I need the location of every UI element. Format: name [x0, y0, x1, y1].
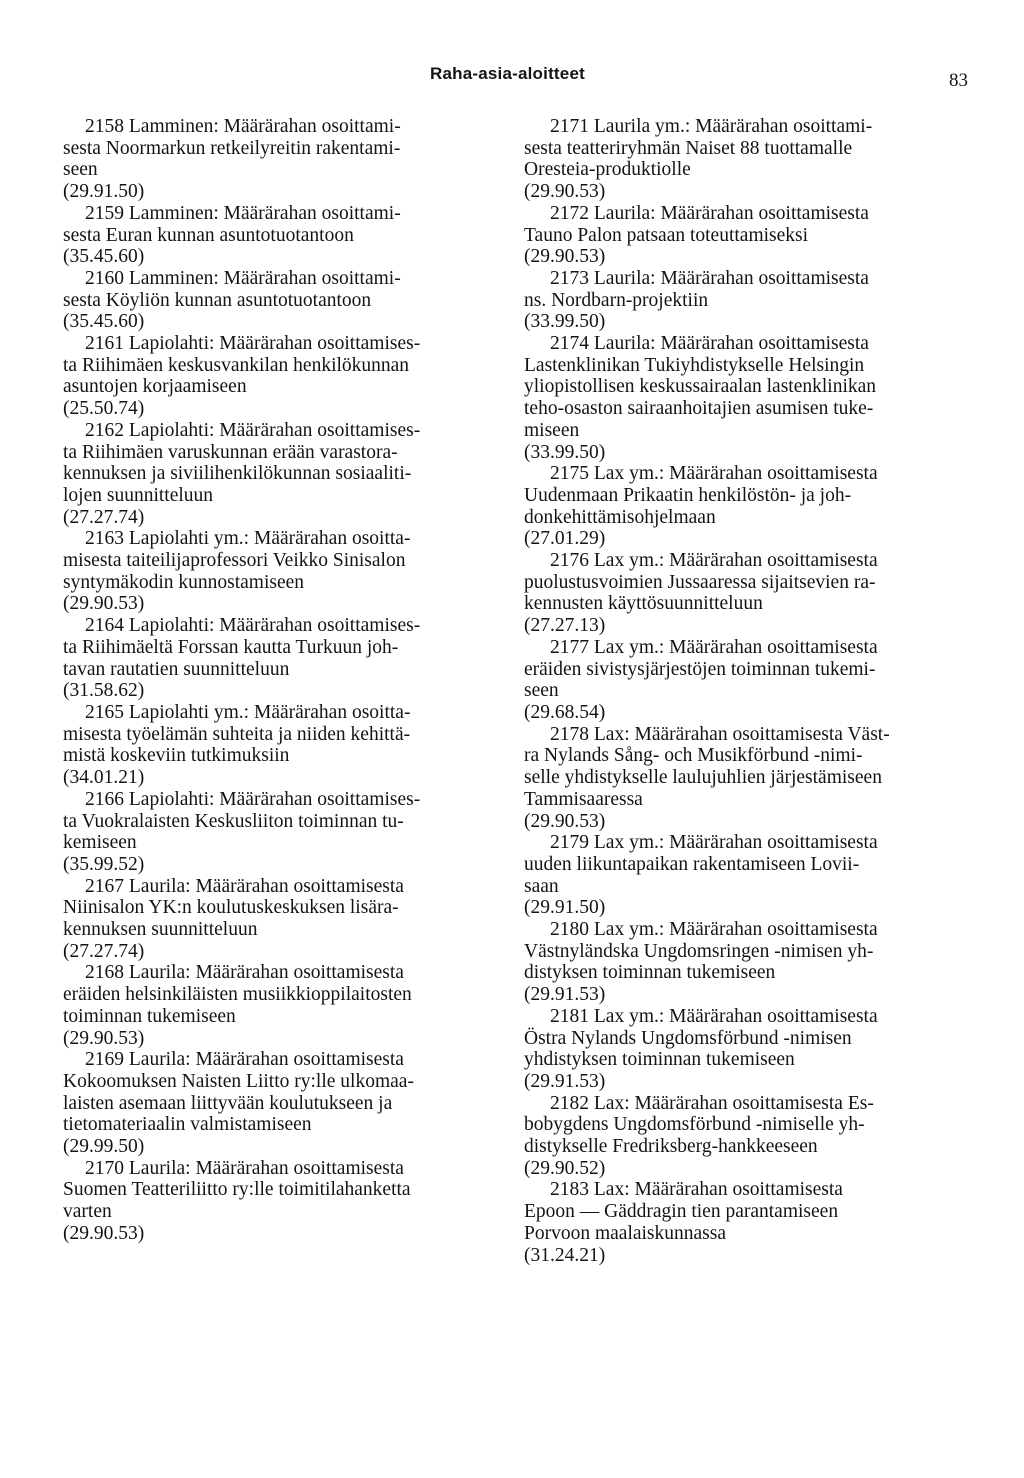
entry-text-line: 2169 Laurila: Määrärahan osoittamisesta [85, 1049, 404, 1071]
entry-text-line: sesta Köyliön kunnan asuntotuotantoon [63, 289, 372, 311]
entry-text-line: lojen suunnitteluun [63, 484, 214, 506]
entry-text-line: 2162 Lapiolahti: Määrärahan osoittamises- [85, 419, 421, 441]
entry-text-line: 2160 Lamminen: Määrärahan osoittami- [85, 267, 401, 289]
entry-text-line: ta Riihimäen varuskunnan erään varastora- [63, 441, 398, 463]
entry-text-line: puolustusvoimien Jussaaressa sijaitsevien ra- [524, 571, 876, 593]
entry-text-line: misesta työelämän suhteita ja niiden kehittä- [63, 723, 411, 745]
motion-entry [63, 962, 500, 1049]
entry-text-line: syntymäkodin kunnostamiseen [63, 571, 305, 593]
entry-text-line: eräiden sivistysjärjestöjen toiminnan tukemi- [524, 658, 876, 680]
entry-text-line: 2181 Lax ym.: Määrärahan osoittamisesta [550, 1005, 878, 1027]
entry-text-line: 2177 Lax ym.: Määrärahan osoittamisesta [550, 636, 878, 658]
entry-text-line: sesta teatteriryhmän Naiset 88 tuottamalle [524, 137, 853, 159]
entry-text-line: 2180 Lax ym.: Määrärahan osoittamisesta [550, 919, 878, 941]
entry-text-line: distykselle Fredriksberg-hankkeeseen [524, 1136, 818, 1158]
entry-text-line: Epoon — Gäddragin tien parantamiseen [524, 1201, 839, 1223]
entry-text-line: saan [524, 875, 559, 897]
entry-reference-code: (29.90.53) [524, 246, 606, 268]
entry-text-line: 2163 Lapiolahti ym.: Määrärahan osoitta- [85, 528, 411, 550]
entry-text-line: toiminnan tukemiseen [63, 1005, 236, 1027]
entry-text-line: Niinisalon YK:n koulutuskeskuksen lisära- [63, 897, 399, 919]
entry-reference-code: (27.27.74) [63, 506, 145, 528]
entry-reference-code: (29.99.50) [63, 1136, 145, 1158]
motion-entry [63, 876, 500, 963]
entry-text-line: 2179 Lax ym.: Määrärahan osoittamisesta [550, 832, 878, 854]
entry-text-line: yhdistyksen toiminnan tukemiseen [524, 1049, 795, 1071]
entry-text-line: 2166 Lapiolahti: Määrärahan osoittamises- [85, 788, 421, 810]
entry-text-line: seen [63, 159, 98, 181]
entry-text-line: kennuksen ja siviilihenkilökunnan sosiaaliti- [63, 463, 412, 485]
entry-reference-code: (35.45.60) [63, 246, 145, 268]
entry-text-line: kennusten käyttösuunnitteluun [524, 593, 763, 615]
entry-text-line: bobygdens Ungdomsförbund -nimiselle yh- [524, 1114, 865, 1136]
motion-entry [524, 724, 961, 833]
entry-reference-code: (29.90.53) [63, 593, 145, 615]
motion-entry [63, 1049, 500, 1158]
entry-text-line: 2182 Lax: Määrärahan osoittamisesta Es- [550, 1092, 874, 1114]
entry-text-line: seen [524, 680, 559, 702]
entry-text-line: Lastenklinikan Tukiyhdistykselle Helsingin [524, 354, 865, 376]
entry-text-line: 2171 Laurila ym.: Määrärahan osoittami- [550, 116, 873, 137]
entry-text-line: 2164 Lapiolahti: Määrärahan osoittamises- [85, 615, 421, 637]
entry-text-line: Uudenmaan Prikaatin henkilöstön- ja joh- [524, 484, 852, 506]
motion-entry [524, 1093, 961, 1180]
motion-entry [524, 919, 961, 1006]
entry-text-line: Oresteia-produktiolle [524, 159, 691, 181]
motion-entry [524, 463, 961, 550]
entry-reference-code: (25.50.74) [63, 398, 145, 420]
entry-reference-code: (29.91.50) [63, 181, 145, 203]
running-head: Raha-asia-aloitteet [430, 64, 585, 83]
motion-entry [524, 1179, 961, 1266]
motion-entry [63, 420, 500, 529]
entry-text-line: yliopistollisen keskussairaalan lastenklinikan [524, 376, 877, 398]
entry-reference-code: (35.45.60) [63, 311, 145, 333]
entry-reference-code: (29.91.53) [524, 984, 606, 1006]
motion-entry [524, 203, 961, 268]
entry-text-line: 2175 Lax ym.: Määrärahan osoittamisesta [550, 463, 878, 485]
entry-reference-code: (29.90.53) [524, 810, 606, 832]
entry-text-line: ta Vuokralaisten Keskusliiton toiminnan tu- [63, 810, 404, 832]
entry-reference-code: (29.90.52) [524, 1157, 606, 1179]
page-number: 83 [949, 70, 968, 91]
entry-text-line: tietomateriaalin valmistamiseen [63, 1114, 312, 1136]
entry-text-line: 2158 Lamminen: Määrärahan osoittami- [85, 116, 401, 137]
entry-reference-code: (34.01.21) [63, 767, 145, 789]
entry-text-line: 2173 Laurila: Määrärahan osoittamisesta [550, 267, 869, 289]
entry-text-line: Östra Nylands Ungdomsförbund -nimisen [524, 1027, 852, 1049]
motion-entry [63, 268, 500, 333]
motion-entry [63, 1158, 500, 1245]
motion-entry [63, 615, 500, 702]
entry-reference-code: (33.99.50) [524, 441, 606, 463]
motion-entry [524, 333, 961, 463]
motion-entry [524, 637, 961, 724]
entry-text-line: 2168 Laurila: Määrärahan osoittamisesta [85, 962, 404, 984]
motion-entry [524, 550, 961, 637]
motion-entry [63, 528, 500, 615]
left-column [63, 116, 500, 1245]
entry-text-line: Kokoomuksen Naisten Liitto ry:lle ulkomaa- [63, 1070, 414, 1092]
entry-reference-code: (33.99.50) [524, 311, 606, 333]
motion-entry [63, 116, 500, 203]
entry-text-line: 2176 Lax ym.: Määrärahan osoittamisesta [550, 550, 878, 572]
entry-text-line: 2165 Lapiolahti ym.: Määrärahan osoitta- [85, 701, 411, 723]
entry-text-line: ns. Nordbarn-projektiin [524, 289, 709, 311]
entry-reference-code: (29.90.53) [524, 181, 606, 203]
entry-text-line: sesta Noormarkun retkeilyreitin rakentami- [63, 137, 401, 159]
entry-text-line: 2161 Lapiolahti: Määrärahan osoittamises- [85, 333, 421, 355]
entry-text-line: ra Nylands Sång- och Musikförbund -nimi- [524, 745, 863, 767]
motion-entry [524, 832, 961, 919]
entry-text-line: distyksen toiminnan tukemiseen [524, 962, 776, 984]
entry-text-line: varten [63, 1201, 112, 1223]
entry-text-line: kemiseen [63, 832, 137, 854]
entry-text-line: 2178 Lax: Määrärahan osoittamisesta Väst- [550, 723, 890, 745]
entry-text-line: selle yhdistykselle laulujuhlien järjestämiseen [524, 767, 882, 789]
entry-text-line: ta Riihimäeltä Forssan kautta Turkuun joh- [63, 636, 399, 658]
motion-entry [63, 702, 500, 789]
entry-reference-code: (29.90.53) [63, 1027, 145, 1049]
entry-reference-code: (29.68.54) [524, 701, 606, 723]
entry-text-line: Tauno Palon patsaan toteuttamiseksi [524, 224, 809, 246]
entry-text-line: asuntojen korjaamiseen [63, 376, 247, 398]
entry-reference-code: (27.27.74) [63, 940, 145, 962]
right-column [524, 116, 961, 1266]
entry-text-line: uuden liikuntapaikan rakentamiseen Lovii- [524, 853, 860, 875]
entry-reference-code: (29.91.53) [524, 1070, 606, 1092]
motion-entry [63, 333, 500, 420]
entry-text-line: Tammisaaressa [524, 788, 643, 810]
entry-text-line: sesta Euran kunnan asuntotuotantoon [63, 224, 354, 246]
entry-text-line: 2159 Lamminen: Määrärahan osoittami- [85, 202, 401, 224]
entry-text-line: tavan rautatien suunnitteluun [63, 658, 290, 680]
motion-entry [63, 203, 500, 268]
entry-reference-code: (29.91.50) [524, 897, 606, 919]
entry-text-line: misesta taiteilijaprofessori Veikko Sinisalon [63, 550, 406, 572]
motion-entry [63, 789, 500, 876]
entry-reference-code: (29.90.53) [63, 1222, 145, 1244]
motion-entry [524, 268, 961, 333]
motion-entry [524, 1006, 961, 1093]
entry-text-line: eräiden helsinkiläisten musiikkioppilaitosten [63, 984, 412, 1006]
entry-text-line: Porvoon maalaiskunnassa [524, 1222, 727, 1244]
entry-text-line: Suomen Teatteriliitto ry:lle toimitilahanketta [63, 1179, 411, 1201]
entry-reference-code: (27.27.13) [524, 615, 606, 637]
entry-text-line: ta Riihimäen keskusvankilan henkilökunnan [63, 354, 410, 376]
entry-text-line: mistä koskeviin tutkimuksiin [63, 745, 290, 767]
entry-text-line: 2170 Laurila: Määrärahan osoittamisesta [85, 1157, 404, 1179]
entry-text-line: Västnyländska Ungdomsringen -nimisen yh- [524, 940, 874, 962]
entry-reference-code: (31.24.21) [524, 1244, 606, 1266]
entry-text-line: 2174 Laurila: Määrärahan osoittamisesta [550, 333, 869, 355]
entry-reference-code: (35.99.52) [63, 853, 145, 875]
entry-text-line: miseen [524, 419, 580, 441]
entry-reference-code: (31.58.62) [63, 680, 145, 702]
entry-text-line: teho-osaston sairaanhoitajien asumisen tuke- [524, 398, 874, 420]
entry-text-line: kennuksen suunnitteluun [63, 919, 258, 941]
motion-entry [524, 116, 961, 203]
entry-text-line: 2183 Lax: Määrärahan osoittamisesta [550, 1179, 843, 1201]
entry-text-line: laisten asemaan liittyvään koulutukseen ja [63, 1092, 393, 1114]
entry-text-line: donkehittämisohjelmaan [524, 506, 716, 528]
entry-reference-code: (27.01.29) [524, 528, 606, 550]
entry-text-line: 2167 Laurila: Määrärahan osoittamisesta [85, 875, 404, 897]
entry-text-line: 2172 Laurila: Määrärahan osoittamisesta [550, 202, 869, 224]
